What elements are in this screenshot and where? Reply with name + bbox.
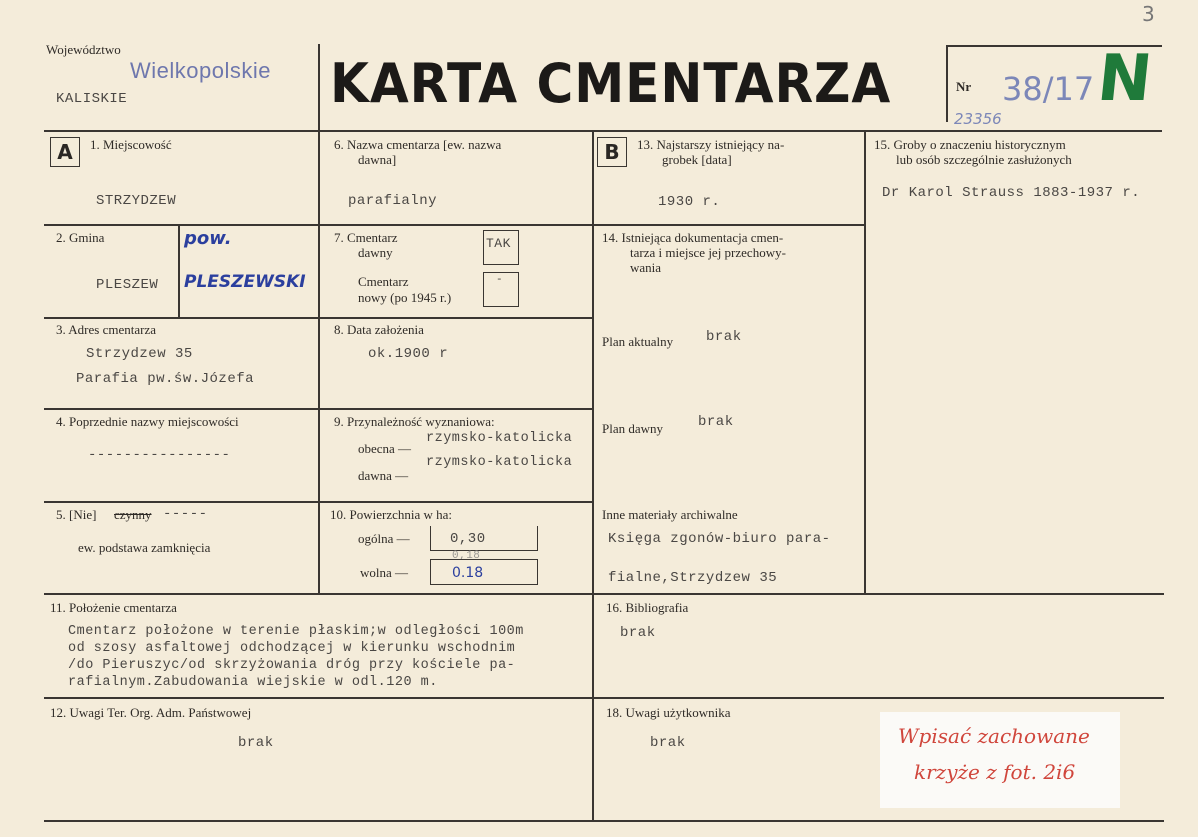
field-10-label: 10. Powierzchnia w ha: [330, 507, 453, 522]
field-5-label-b: czynny [114, 507, 152, 522]
field-13-value: 1930 r. [658, 194, 721, 210]
field-7-box2-value: - [496, 274, 504, 286]
field-10-wolna: wolna — [360, 565, 409, 580]
field-8-label: 8. Data założenia [334, 322, 424, 337]
row-full-2 [44, 697, 1164, 699]
nr-divider [946, 46, 948, 122]
field-2-divider [178, 224, 180, 317]
field-3-value-1: Strzydzew 35 [86, 346, 193, 362]
field-6-label-1: 6. Nazwa cmentarza [ew. nazwa [334, 137, 502, 152]
field-10-box-wolna [430, 559, 538, 585]
field-14-label-1: 14. Istniejąca dokumentacja cmen- [602, 230, 784, 245]
field-10-wolna-value: 0.18 [452, 565, 484, 581]
section-a-badge: A [50, 137, 80, 167]
pasted-note [880, 712, 1120, 808]
field-10-ogolna: ogólna — [358, 531, 410, 546]
field-9-obecna-value: rzymsko-katolicka [426, 431, 573, 446]
field-2-hand: PLESZEWSKI [184, 272, 306, 292]
field-10-overtype: 0,18 [452, 550, 481, 562]
field-11-line-3: /do Pieruszyc/od skrzyżowania dróg przy kościele pa- [68, 658, 516, 673]
field-7-label-2: dawny [358, 245, 393, 260]
field-18-value: brak [650, 735, 686, 751]
field-7-label-1: 7. Cmentarz [334, 230, 398, 245]
field-14-plan-aktualny-value: brak [706, 329, 742, 345]
col-divider-1 [318, 130, 320, 594]
field-14-inne-value-1: Księga zgonów-biuro para- [608, 531, 831, 547]
row-bottom [44, 820, 1164, 822]
field-13-label-1: 13. Najstarszy istniejący na- [637, 137, 785, 152]
wojewodztwo-label: Województwo [46, 42, 121, 57]
nr-sub: 23356 [954, 110, 1002, 128]
field-11-line-4: rafialnym.Zabudowania wiejskie w odl.120 m. [68, 675, 438, 690]
field-3-label: 3. Adres cmentarza [56, 322, 156, 337]
field-14-plan-dawny: Plan dawny [602, 421, 664, 436]
row-a2 [44, 317, 592, 319]
col-divider-2 [592, 130, 594, 820]
field-4-value: ---------------- [88, 447, 231, 463]
field-11-label: 11. Położenie cmentarza [50, 600, 177, 615]
field-14-plan-aktualny: Plan aktualny [602, 334, 674, 349]
field-13-label-2: grobek [data] [662, 152, 732, 167]
field-5-dashes: ----- [163, 506, 208, 522]
field-15-label-1: 15. Groby o znaczeniu historycznym [874, 137, 1066, 152]
corner-number: 3 [1142, 2, 1155, 26]
note-line-1: Wpisać zachowane [898, 724, 1090, 748]
header-divider [318, 44, 320, 132]
note-line-2: krzyże z fot. 2i6 [914, 760, 1076, 784]
field-12-label: 12. Uwagi Ter. Org. Adm. Państwowej [50, 705, 252, 720]
col-divider-3 [864, 130, 866, 594]
field-7-label-4: nowy (po 1945 r.) [358, 290, 452, 305]
field-7-box-value: TAK [486, 236, 511, 251]
field-9-dawna-value: rzymsko-katolicka [426, 455, 573, 470]
field-4-label: 4. Poprzednie nazwy miejscowości [56, 414, 239, 429]
field-15-value: Dr Karol Strauss 1883-1937 r. [882, 185, 1141, 201]
field-14-label-2: tarza i miejsce jej przechowy- [630, 245, 786, 260]
grid-top [44, 130, 1162, 132]
field-14-plan-dawny-value: brak [698, 414, 734, 430]
field-9-obecna: obecna — [358, 441, 412, 456]
row-a3 [44, 408, 592, 410]
field-7-label-3: Cmentarz [358, 274, 409, 289]
field-2-value: PLESZEW [96, 277, 159, 293]
field-2-hand-top: pow. [184, 228, 232, 249]
field-1-label: 1. Miejscowość [90, 137, 172, 152]
field-1-value: STRZYDZEW [96, 193, 177, 209]
nr-value: 38/17 [1002, 70, 1095, 108]
row-a1 [44, 224, 592, 226]
field-6-label-2: dawna] [358, 152, 397, 167]
wojewodztwo-value: KALISKIE [56, 91, 128, 107]
nr-label: Nr [956, 79, 972, 94]
field-14-inne-value-2: fialne,Strzydzew 35 [608, 570, 778, 586]
field-5-sub: ew. podstawa zamknięcia [78, 540, 211, 555]
field-8-value: ok.1900 r [368, 346, 449, 362]
field-6-value: parafialny [348, 193, 438, 209]
nr-hand: N [1094, 42, 1156, 116]
field-16-label: 16. Bibliografia [606, 600, 689, 615]
field-16-value: brak [620, 625, 656, 641]
row-full-1 [44, 593, 1164, 595]
field-18-label: 18. Uwagi użytkownika [606, 705, 731, 720]
field-5-label-a: 5. [Nie] [56, 507, 97, 522]
field-14-label-3: wania [630, 260, 662, 275]
field-12-value: brak [238, 735, 274, 751]
wojewodztwo-stamp: Wielkopolskie [130, 58, 271, 83]
field-2-label: 2. Gmina [56, 230, 105, 245]
field-9-label: 9. Przynależność wyznaniowa: [334, 414, 495, 429]
field-11-line-1: Cmentarz położone w terenie płaskim;w odległości 100m [68, 624, 524, 639]
row-b1 [592, 224, 864, 226]
field-9-dawna: dawna — [358, 468, 409, 483]
field-14-inne: Inne materiały archiwalne [602, 507, 738, 522]
row-a4 [44, 501, 592, 503]
field-3-value-2: Parafia pw.św.Józefa [76, 371, 255, 387]
page-title: KARTA CMENTARZA [330, 52, 892, 115]
field-11-line-2: od szosy asfaltowej odchodzącej w kierunku wschodnim [68, 641, 516, 656]
field-10-ogolna-value: 0,30 [450, 531, 486, 547]
section-b-badge: B [597, 137, 627, 167]
field-15-label-2: lub osób szczególnie zasłużonych [896, 152, 1072, 167]
